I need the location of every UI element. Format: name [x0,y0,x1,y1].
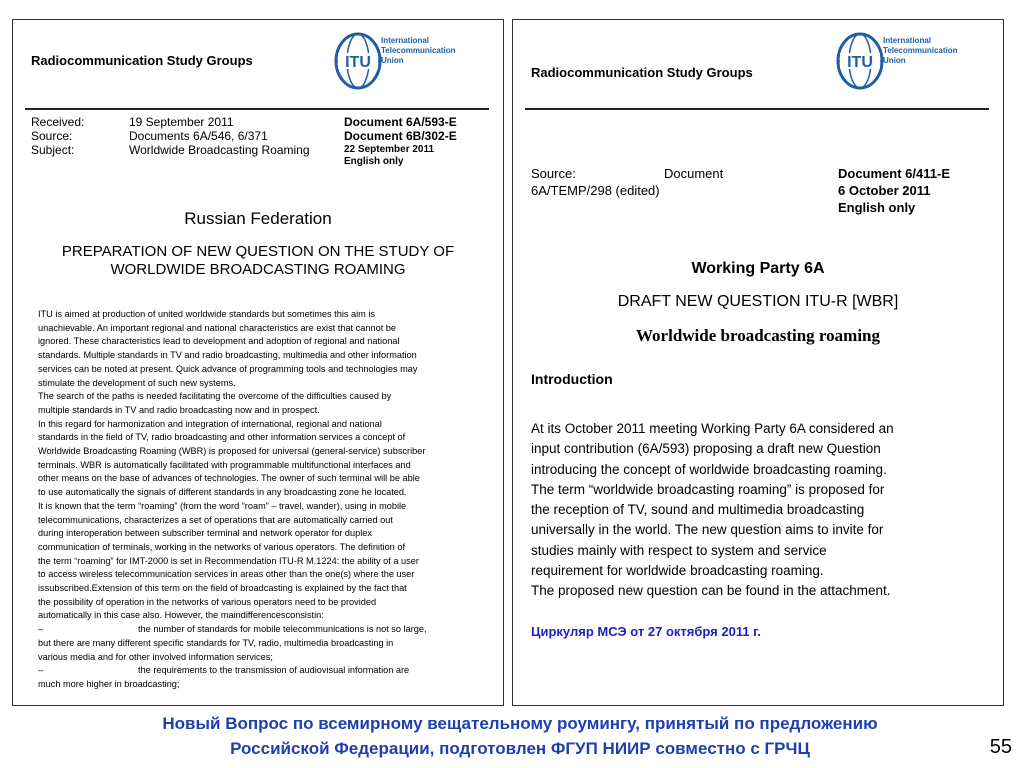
itu-org-name: International Telecommunication Union [883,36,958,65]
doc-language: English only [344,156,404,167]
study-groups-title: Radiocommunication Study Groups [531,65,753,80]
itu-globe-icon [333,30,383,92]
source-row: Source: Documents 6A/546, 6/371 [31,129,268,143]
introduction-paragraph: At its October 2011 meeting Working Party 6A considered an input contribution (6A/593) proposing a draft new Question introducing the concept of worldwide broadcasting roaming. The term “worldwide broadcasting roaming” is proposed for the reception of TV, sound and multimedia broadcasting universally in the world. The new question aims to invite for studies mainly with respect to system and service requirement for worldwide broadcasting roaming. The proposed new question can be found in the attachment. [531,421,894,599]
list-item: – the requirements to the transmission of audiovisual information are [38,665,410,676]
itu-letters: ITU [345,54,371,71]
introduction-heading: Introduction [531,371,613,387]
doc-ref-1: Document 6A/593-E [344,115,457,129]
country-title: Russian Federation [184,209,332,228]
draft-question-title: DRAFT NEW QUESTION ITU-R [WBR] [617,293,899,310]
study-groups-title: Radiocommunication Study Groups [31,53,253,68]
itu-letters: ITU [847,54,873,71]
source-row-cont: 6A/TEMP/298 (edited) [531,183,660,198]
circular-reference: Циркуляр МСЭ от 27 октября 2011 г. [531,624,761,639]
itu-globe-icon [835,30,885,92]
left-document-panel [12,19,504,706]
doc-date: 22 September 2011 [344,144,435,155]
working-party-title: Working Party 6A [691,260,825,277]
slide-caption: Новый Вопрос по всемирному вещательному роумингу, принятый по предложению Российской Федерации, подготовлен ФГУП НИИР совместно с ГРЧЦ [162,714,878,758]
itu-logo [835,30,985,92]
left-body-text: ITU is aimed at production of united worldwide standards but sometimes this aim is unachievable. An important regional and national characteristics are exist that cannot be ignored. These characteristics lead to development and adoption of regional and national standards. Multiple standards in TV and radio broadcasting, multimedia and other information services can be noted at present. Quick advance of programming tools and technologies may stimulate the development of such new systems. The search of the paths is needed facilitating the overcome of the difficulties caused by multiple standards in TV and radio broadcasting now and in prospect. In this regard for harmonization and integration of international, regional and national standards in the field of TV, radio broadcasting and other information services a concept of Worldwide Broadcasting Roaming (WBR) is proposed for universal (general-service) subscriber terminals. WBR is automatically facilitated with programmable multifunctional interfaces and other means on the base of advances of technologies. The owner of such terminal will be able to use automatically the signals of different standards in any broadcasting zone he located. It is known that the term “roaming” (from the word “roam” – travel, wander), using in mobile telecommunications, characterizes a set of operations that are automatically carried out during interoperation between subscriber terminal and network operator for duplex communication of terminals, working in the networks of various operators. The definition of the term “roaming” for IMT-2000 is set in Recommendation ITU-R M.1224: the ability of a user to access wireless telecommunication services in areas other than the one(s) where the user issubscribed.Extension of this term on the field of broadcasting is explained by the fact that the possibility of operation in the networks of various operators need to be provided automatically in this case also. However, the maindifferencesconsistin: – the number of standards for mobile telecommunications is not so large, but there are many different specific standards for TV, radio, multimedia broadcasting in various media and for other involved information services; – the requirements to the transmission of audiovisual information are much more higher in broadcasting; [38,308,493,692]
subject-row: Subject: Worldwide Broadcasting Roaming [31,143,310,157]
doc-language: English only [838,200,916,215]
header-rule [525,108,989,110]
question-subtitle: Worldwide broadcasting roaming [635,326,880,345]
doc-ref: Document 6/411-E [838,166,950,181]
left-heading: PREPARATION OF NEW QUESTION ON THE STUDY OF WORLDWIDE BROADCASTING ROAMING [61,243,455,278]
list-item: – the number of standards for mobile telecommunications is not so large, [38,624,427,635]
doc-date: 6 October 2011 [838,183,931,198]
page-number: 55 [989,736,1012,758]
received-row: Received: 19 September 2011 [31,115,234,129]
itu-logo [333,30,483,92]
right-document-panel [512,19,1004,706]
source-row: Source: Document [531,166,724,181]
itu-org-name: International Telecommunication Union [381,36,456,65]
doc-ref-2: Document 6B/302-E [344,129,457,143]
header-rule [25,108,489,110]
